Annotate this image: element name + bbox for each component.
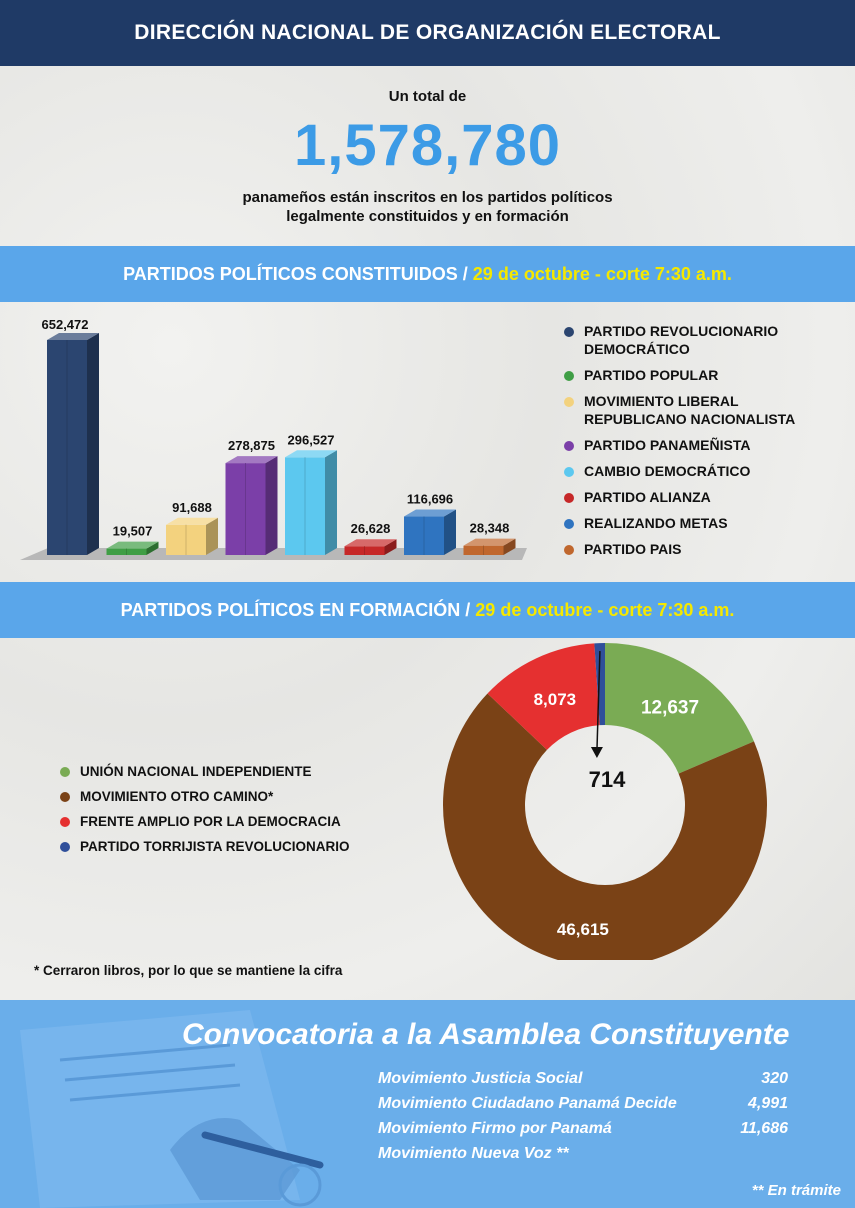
convocatoria-row-name: Movimiento Justicia Social — [378, 1070, 583, 1087]
section-constituidos-title: PARTIDOS POLÍTICOS CONSTITUIDOS — [123, 264, 458, 284]
bar — [464, 539, 516, 555]
convocatoria-row-name: Movimiento Ciudadano Panamá Decide — [378, 1095, 677, 1112]
legend-label: MOVIMIENTO OTRO CAMINO* — [80, 789, 274, 804]
bar — [166, 518, 218, 555]
legend-dot-icon — [564, 441, 574, 451]
legend-item — [60, 813, 440, 830]
legend-item — [564, 540, 854, 558]
bar-value-label: 28,348 — [469, 520, 510, 536]
section-constituidos-date: 29 de octubre - corte 7:30 a.m. — [472, 264, 732, 284]
legend-label: FRENTE AMPLIO POR LA DEMOCRACIA — [80, 814, 341, 829]
legend-dot-icon — [564, 397, 574, 407]
donut-value-label: 714 — [588, 767, 626, 792]
legend-label-line: MOVIMIENTO LIBERAL — [584, 393, 739, 409]
legend-label — [584, 436, 750, 454]
bar-side — [444, 510, 456, 555]
total-desc-line1: panameños están inscritos en los partidos políticos — [242, 189, 613, 206]
footnote-cerraron: * Cerraron libros, por lo que se mantiene la cifra — [34, 963, 343, 978]
bar-value-label: 26,628 — [350, 521, 391, 537]
legend-dot-icon — [564, 545, 574, 555]
legend-label-line: CAMBIO DEMOCRÁTICO — [584, 463, 751, 479]
legend-label-line: REALIZANDO METAS — [584, 515, 728, 531]
legend-label-line: DEMOCRÁTICO — [584, 341, 690, 357]
legend-item — [60, 788, 440, 805]
section-formacion-band — [0, 582, 855, 638]
convocatoria-panel — [0, 1000, 855, 1208]
legend-label-line: PARTIDO POPULAR — [584, 367, 719, 383]
legend-item — [60, 838, 440, 855]
legend-constituidos — [564, 322, 854, 566]
total-desc-line2: legalmente constituidos y en formación — [286, 208, 569, 225]
legend-dot-icon — [60, 792, 70, 802]
total-description — [0, 188, 855, 226]
donut-value-label: 8,073 — [533, 690, 577, 710]
legend-dot-icon — [564, 467, 574, 477]
legend-label — [584, 462, 750, 480]
donut-pointer-arrow — [591, 747, 603, 758]
legend-item — [564, 436, 854, 454]
legend-label-line: PARTIDO ALIANZA — [584, 489, 711, 505]
bar — [285, 450, 337, 555]
legend-label — [584, 514, 728, 532]
convocatoria-title: Convocatoria a la Asamblea Constituyente — [182, 1018, 790, 1051]
legend-dot-icon — [564, 519, 574, 529]
bar-chart-constituidos — [0, 302, 540, 578]
bar — [404, 510, 456, 555]
legend-item — [60, 763, 440, 780]
legend-formacion — [60, 763, 440, 863]
section-formacion-title: PARTIDOS POLÍTICOS EN FORMACIÓN — [120, 600, 461, 620]
legend-label — [584, 540, 682, 558]
legend-item — [564, 392, 854, 428]
legend-label — [584, 392, 795, 428]
legend-dot-icon — [60, 767, 70, 777]
bar-side — [325, 450, 337, 555]
bar-value-label: 296,527 — [287, 432, 335, 448]
bar-side — [266, 456, 278, 555]
convocatoria-row-value: 320 — [761, 1070, 788, 1087]
convocatoria-row — [378, 1145, 788, 1169]
legend-dot-icon — [564, 493, 574, 503]
legend-label — [584, 488, 711, 506]
legend-item — [564, 514, 854, 532]
total-value: 1,578,780 — [293, 113, 562, 178]
convocatoria-row-name: Movimiento Nueva Voz ** — [378, 1145, 569, 1162]
header-title: DIRECCIÓN NACIONAL DE ORGANIZACIÓN ELECTORAL — [134, 21, 721, 44]
convocatoria-row — [378, 1070, 788, 1094]
bar-value-label: 116,696 — [406, 491, 454, 507]
legend-label: PARTIDO TORRIJISTA REVOLUCIONARIO — [80, 839, 350, 854]
bar — [47, 333, 99, 555]
bar — [226, 456, 278, 555]
convocatoria-row — [378, 1120, 788, 1144]
legend-dot-icon — [60, 842, 70, 852]
legend-item — [564, 366, 854, 384]
footnote-en-tramite: ** En trámite — [751, 1182, 841, 1199]
page-header — [0, 0, 855, 66]
legend-label: UNIÓN NACIONAL INDEPENDIENTE — [80, 764, 312, 779]
legend-dot-icon — [564, 371, 574, 381]
legend-item — [564, 462, 854, 480]
convocatoria-row-name: Movimiento Firmo por Panamá — [378, 1120, 612, 1137]
legend-label-line: PARTIDO PAIS — [584, 541, 682, 557]
legend-item — [564, 488, 854, 506]
legend-dot-icon — [60, 817, 70, 827]
donut-chart-formacion — [430, 640, 780, 960]
legend-label-line: PARTIDO PANAMEÑISTA — [584, 437, 751, 453]
legend-label-line: PARTIDO REVOLUCIONARIO — [584, 323, 779, 339]
legend-dot-icon — [564, 327, 574, 337]
bar-value-label: 278,875 — [228, 438, 275, 454]
bar-side — [87, 333, 99, 555]
donut-value-label: 12,637 — [640, 697, 700, 719]
legend-label-line: REPUBLICANO NACIONALISTA — [584, 411, 796, 427]
bar-value-label: 19,507 — [112, 523, 153, 539]
convocatoria-row-value: 11,686 — [740, 1120, 788, 1137]
section-formacion-sep: / — [460, 600, 476, 620]
donut-value-label: 46,615 — [556, 920, 609, 940]
convocatoria-row — [378, 1095, 788, 1119]
legend-item — [564, 322, 854, 358]
section-constituidos-sep: / — [457, 264, 473, 284]
legend-label — [584, 366, 718, 384]
convocatoria-row-value: 4,991 — [747, 1095, 788, 1112]
section-formacion-date: 29 de octubre - corte 7:30 a.m. — [475, 600, 735, 620]
legend-label — [584, 322, 778, 358]
bar-value-label: 91,688 — [172, 499, 212, 515]
section-constituidos-band — [0, 246, 855, 302]
total-intro: Un total de — [388, 88, 467, 105]
bar-value-label: 652,472 — [41, 317, 89, 332]
